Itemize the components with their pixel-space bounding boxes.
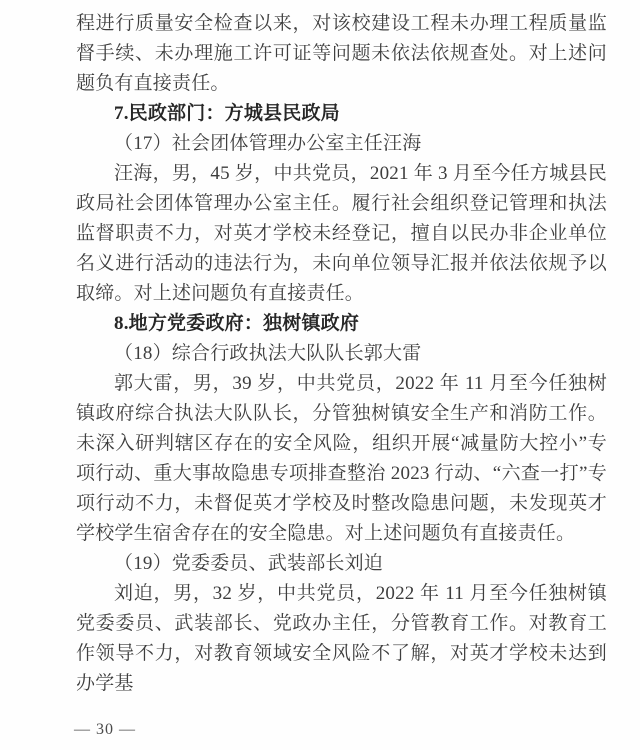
item-heading: （17）社会团体管理办公室主任汪海 <box>114 133 422 154</box>
document-body <box>76 9 607 699</box>
paragraph: 汪海，男，45 岁，中共党员，2021 年 3 月至今任方城县民政局社会团体管理办公室主任。履行社会组织登记管理和执法监督职责不力，对英才学校未经登记，擅自以民办非企业单位名义进行活动的违法行为，未向单位领导汇报并依法依规予以取缔。对上述问题负有直接责任。 <box>76 163 607 304</box>
page-number: — 30 — <box>74 721 136 738</box>
paragraph: 程进行质量安全检查以来，对该校建设工程未办理工程质量监督手续、未办理施工许可证等问题未依法依规查处。对上述问题负有直接责任。 <box>76 13 607 94</box>
section-heading: 7.民政部门：方城县民政局 <box>114 103 340 124</box>
paragraph: 郭大雷，男，39 岁，中共党员，2022 年 11 月至今任独树镇政府综合执法大队队长，分管独树镇安全生产和消防工作。未深入研判辖区存在的安全风险，组织开展“减量防大控小”专项行动、重大事故隐患专项排查整治 2023 行动、“六查一打”专项行动不力，未督促英才学校及时整改隐患问题，未发现英才学校学生宿舍存在的安全隐患。对上述问题负有直接责任。 <box>76 373 607 544</box>
paragraph: 刘迫，男，32 岁，中共党员，2022 年 11 月至今任独树镇党委委员、武装部长、党政办主任，分管教育工作。对教育工作领导不力，对教育领域安全风险不了解，对英才学校未达到办学基 <box>76 583 607 694</box>
item-heading: （18）综合行政执法大队队长郭大雷 <box>114 343 422 364</box>
item-heading: （19）党委委员、武装部长刘迫 <box>114 553 384 574</box>
section-heading: 8.地方党委政府：独树镇政府 <box>114 313 360 334</box>
